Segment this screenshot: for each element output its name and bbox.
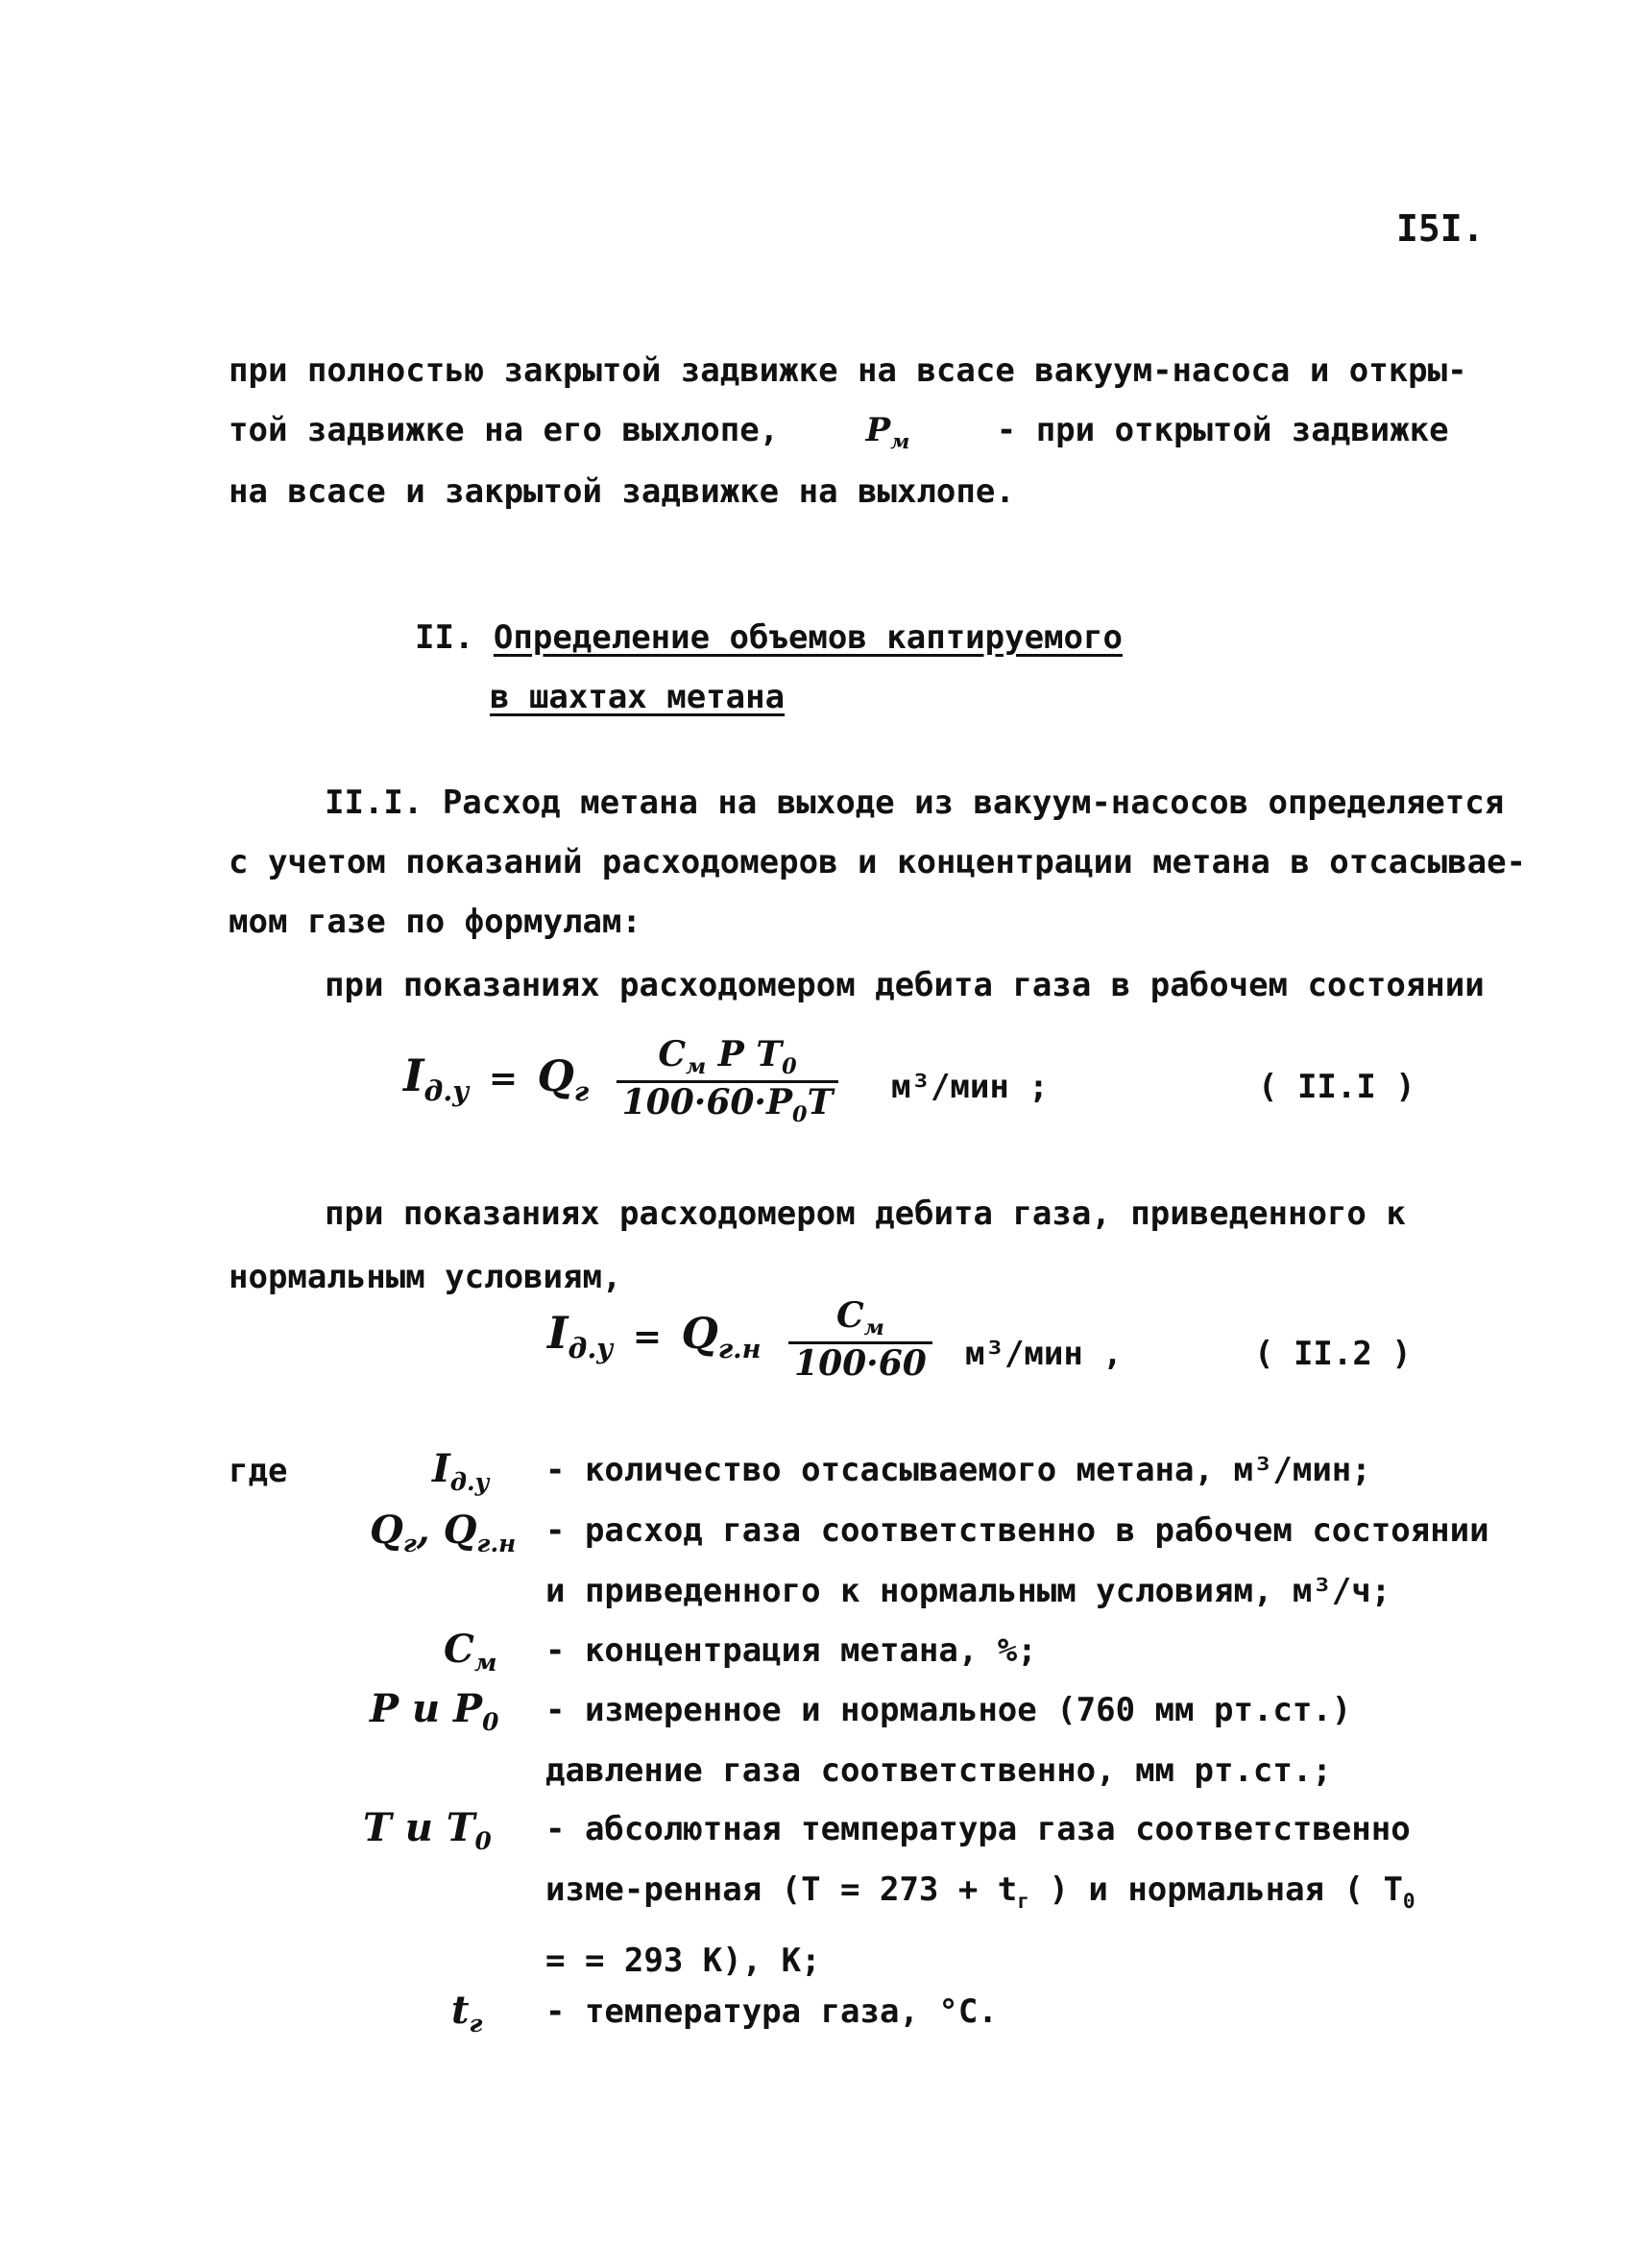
def-symbol-2: $Q_г$, $Q_{г.н}$	[370, 1508, 517, 1557]
def-symbol-6: $t_г$	[451, 1988, 483, 2038]
formula-2-denominator: 100·60	[794, 1342, 927, 1384]
where-word: где	[229, 1452, 288, 1490]
def-text-4: - измеренное и нормальное (760 мм рт.ст.) давление газа соответственно, мм рт.ст.;	[545, 1691, 1352, 1790]
formula-2-lhs: $I_{д.у}$	[547, 1307, 614, 1365]
formula-1-label: ( II.I )	[1258, 1068, 1415, 1106]
intro-symbol-pm: $P_м$	[865, 411, 910, 453]
intro-line-1: при полностью закрытой задвижке на всасе вакуум-насоса и откры-	[229, 351, 1467, 390]
formula-1-fraction	[617, 1034, 839, 1127]
section-title-line-1: Определение объемов каптируемого	[493, 618, 1123, 657]
formula-1-numerator: $C_м$ P $T_0$	[617, 1037, 839, 1083]
intro-line-2	[229, 411, 1449, 453]
section-number: II.	[415, 618, 474, 657]
def-text-1: - количество отсасываемого метана, м³/мин;	[545, 1451, 1371, 1489]
def-symbol-3: $C_м$	[444, 1627, 497, 1677]
formula-2-label: ( II.2 )	[1254, 1335, 1412, 1373]
def-text-3: - концентрация метана, %;	[545, 1631, 1037, 1670]
formula-1-q: $Q_г$	[537, 1051, 590, 1107]
def-symbol-4: P и $P_0$	[370, 1686, 499, 1736]
formula-1-equals: =	[488, 1058, 518, 1099]
formula-2-q: $Q_{г.н}$	[681, 1310, 762, 1365]
formula-2-fraction	[788, 1295, 932, 1384]
para2: при показаниях расходомером дебита газа в рабочем состоянии	[325, 966, 1485, 1004]
def-symbol-5: T и $T_0$	[363, 1805, 492, 1855]
formula-1-denominator: $100\cdot 60\cdot P_0T$	[621, 1081, 834, 1127]
def-symbol-1: $I_{д.у}$	[432, 1446, 490, 1496]
def-text-2: - расход газа соответственно в рабочем состоянии и приведенного к нормальным условиям, м³/ч;	[545, 1511, 1489, 1610]
formula-1-unit: м³/мин ;	[891, 1068, 1049, 1106]
para3-line-1: при показаниях расходомером дебита газа, приведенного к	[325, 1194, 1406, 1233]
formula-1	[403, 1034, 838, 1127]
intro-line-3: на всасе и закрытой задвижке на выхлопе.	[229, 472, 1015, 511]
section-heading	[415, 618, 1123, 657]
intro-line-2-text-b: - при открытой задвижке	[996, 411, 1449, 449]
para3-line-2: нормальным условиям,	[229, 1258, 622, 1296]
para1-line-1: II.I. Расход метана на выходе из вакуум-насосов определяется	[325, 784, 1505, 822]
formula-2-equals: =	[632, 1316, 662, 1358]
section-title-line-2: в шахтах метана	[490, 678, 786, 716]
para1-line-2: с учетом показаний расходомеров и концентрации метана в отсасывае-	[229, 843, 1527, 881]
formula-1-lhs: $I_{д.у}$	[403, 1049, 470, 1107]
def-text-5: - абсолютная температура газа соответственно изме-ренная ($T = 273 + t_г$ ) и нормальная ( $T_0$ = = 293 К), К;	[545, 1810, 1415, 1980]
formula-2-unit: м³/мин ,	[965, 1335, 1123, 1373]
formula-2-numerator: $C_м$	[788, 1298, 932, 1344]
intro-line-2-text-a: той задвижке на его выхлопе,	[229, 411, 780, 449]
def-text-6: - температура газа, °С.	[545, 1992, 998, 2031]
page-number: I5I.	[1396, 207, 1485, 250]
formula-2	[547, 1295, 932, 1384]
para1-line-3: мом газе по формулам:	[229, 903, 641, 941]
